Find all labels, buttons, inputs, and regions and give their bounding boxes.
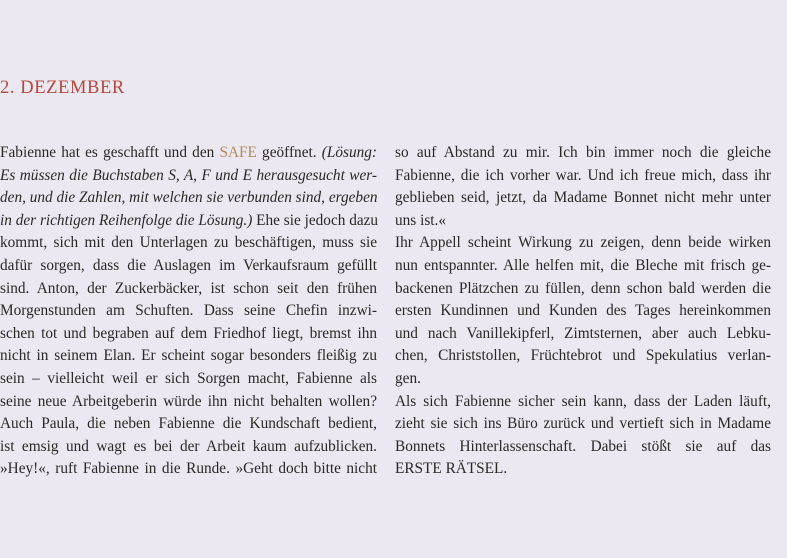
solution-hint-text: (Lösung: (321, 144, 377, 161)
text-line: und nach Vanillekipferl, Zimtsternen, aber auch Lebku- (395, 324, 771, 342)
text-line: »Hey!«, ruft Fabienne in die Runde. »Geht doch bitte nicht (0, 460, 377, 478)
text-line: schen tot und begraben auf dem Friedhof liegt, bremst ihn (0, 324, 377, 342)
text-line: seine neue Arbeitgeberin würde ihn nicht behalten wollen? (0, 392, 377, 410)
text-line: Morgenstunden am Schuften. Dass seine Chefin inzwi- (0, 302, 377, 320)
text-line: chen, Christstollen, Früchtebrot und Spekulatius verlan- (395, 347, 771, 365)
text-line: sein – vielleicht weil er sich Sorgen macht, Fabienne als (0, 369, 377, 387)
text-line: dafür sorgen, dass die Auslagen im Verkaufsraum gefüllt (0, 256, 377, 274)
text-line: nun entspannter. Alle helfen mit, die Bleche mit frisch ge- (395, 256, 771, 274)
text-column-right (395, 142, 771, 481)
text-line: geblieben seid, jetzt, da Madame Bonnet nicht mehr unter (395, 189, 771, 207)
text-line (0, 210, 377, 233)
safe-keyword: SAFE (219, 144, 257, 161)
solution-hint-text: Es müssen die Buchstaben S, A, F und E herausgesucht wer- (0, 166, 377, 184)
chapter-heading: 2. DEZEMBER (0, 78, 125, 98)
text-line: nicht in seinem Elan. Er scheint sogar besonders fleißig zu (0, 347, 377, 365)
text-line: backenen Plätzchen zu füllen, denn schon bald werden die (395, 279, 771, 297)
text-line: uns ist.« (395, 211, 446, 229)
text-line: gen. (395, 369, 421, 387)
text-line: Auch Paula, die neben Fabienne die Kundschaft bedient, (0, 415, 377, 433)
text-column-left (0, 142, 377, 481)
text-line: sind. Anton, der Zuckerbäcker, ist schon seit den frühen (0, 279, 377, 297)
text-segment: Fabienne hat es geschafft und den (0, 144, 220, 161)
text-line (0, 142, 377, 165)
text-line: ersten Kundinnen und Kunden des Tages hereinkommen (395, 302, 771, 320)
text-line: Bonnets Hinterlassenschaft. Dabei stößt sie auf das (395, 437, 771, 455)
text-line: Als sich Fabienne sicher sein kann, dass der Laden läuft, (395, 392, 771, 410)
text-line: Fabienne, die ich vorher war. Und ich freue mich, dass ihr (395, 166, 771, 184)
text-segment: Ehe sie jedoch dazu (252, 211, 379, 229)
text-line: kommt, sich mit den Unterlagen zu beschäftigen, muss sie (0, 234, 377, 252)
text-line: zieht sie sich ins Büro zurück und vertieft sich in Madame (395, 415, 771, 433)
text-line: ist emsig und wagt es bei der Arbeit kaum aufzublicken. (0, 437, 377, 455)
text-line: Ihr Appell scheint Wirkung zu zeigen, denn beide wirken (395, 234, 771, 252)
solution-hint-text: den, und die Zahlen, mit welchen sie verbunden sind, ergeben (0, 189, 378, 207)
text-line: ERSTE RÄTSEL. (395, 460, 508, 478)
text-line: so auf Abstand zu mir. Ich bin immer noch die gleiche (395, 144, 771, 161)
solution-hint-text: in der richtigen Reihenfolge die Lösung.) (0, 211, 253, 229)
text-segment: geöffnet. (256, 144, 322, 161)
